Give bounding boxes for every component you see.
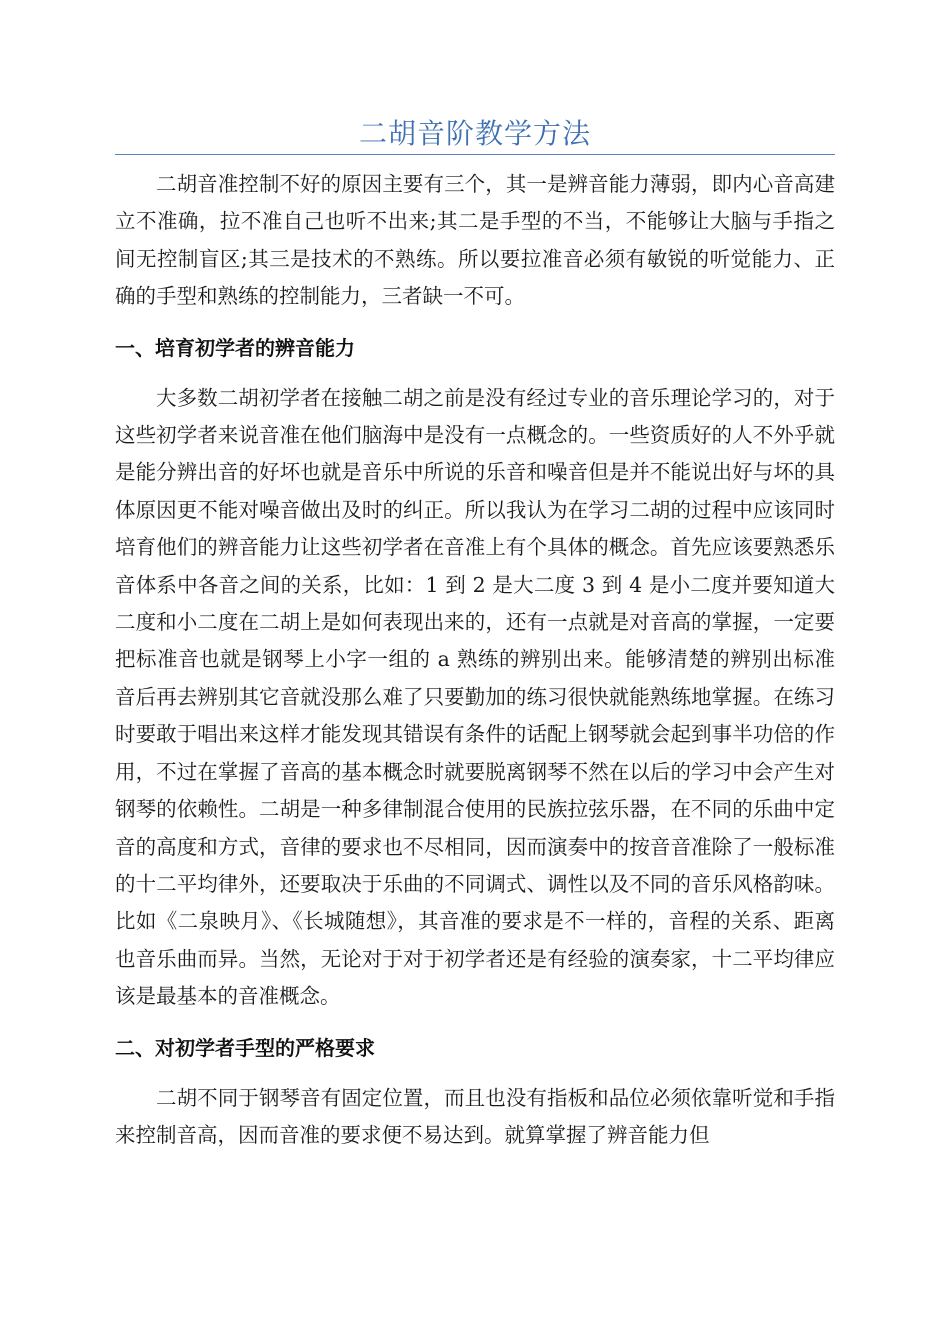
intro-paragraph: 二胡音准控制不好的原因主要有三个，其一是辨音能力薄弱，即内心音高建立不准确，拉不准自己也听不出来;其二是手型的不当，不能够让大脑与手指之间无控制盲区;其三是技术的不熟练。所以要拉准音必须有敏锐的听觉能力、正确的手型和熟练的控制能力，三者缺一不可。 [115,172,835,309]
document-title: 二胡音阶教学方法 [358,117,591,150]
title-underline [115,154,835,155]
document-body [115,166,835,1154]
section-heading-1: 一、培育初学者的辨音能力 [115,335,355,360]
section-heading-2: 二、对初学者手型的严格要求 [115,1035,375,1060]
section-body-2: 二胡不同于钢琴音有固定位置，而且也没有指板和品位必须依靠听觉和手指来控制音高，因而音准的要求便不易达到。就算掌握了辨音能力但 [115,1085,835,1147]
section-body-1: 大多数二胡初学者在接触二胡之前是没有经过专业的音乐理论学习的，对于这些初学者来说音准在他们脑海中是没有一点概念的。一些资质好的人不外乎就是能分辨出音的好坏也就是音乐中所说的乐音和噪音但是并不能说出好与坏的具体原因更不能对噪音做出及时的纠正。所以我认为在学习二胡的过程中应该同时培育他们的辨音能力让这些初学者在音准上有个具体的概念。首先应该要熟悉乐音体系中各音之间的关系，比如：1 到 2 是大二度 3 到 4 是小二度并要知道大二度和小二度在二胡上是如何表现出来的，还有一点就是对音高的掌握，一定要把标准音也就是钢琴上小字一组的 a 熟练的辨别出来。能够清楚的辨别出标准音后再去辨别其它音就没那么难了只要勤加的练习很快就能熟练地掌握。在练习时要敢于唱出来这样才能发现其错误有条件的话配上钢琴就会起到事半功倍的作用，不过在掌握了音高的基本概念时就要脱离钢琴不然在以后的学习中会产生对钢琴的依赖性。二胡是一种多律制混合使用的民族拉弦乐器，在不同的乐曲中定音的高度和方式，音律的要求也不尽相同，因而演奏中的按音音准除了一般标准的十二平均律外，还要取决于乐曲的不同调式、调性以及不同的音乐风格韵味。比如《二泉映月》、《长城随想》，其音准的要求是不一样的，音程的关系、距离也音乐曲而异。当然，无论对于对于初学者还是有经验的演奏家，十二平均律应该是最基本的音准概念。 [115,385,835,1009]
